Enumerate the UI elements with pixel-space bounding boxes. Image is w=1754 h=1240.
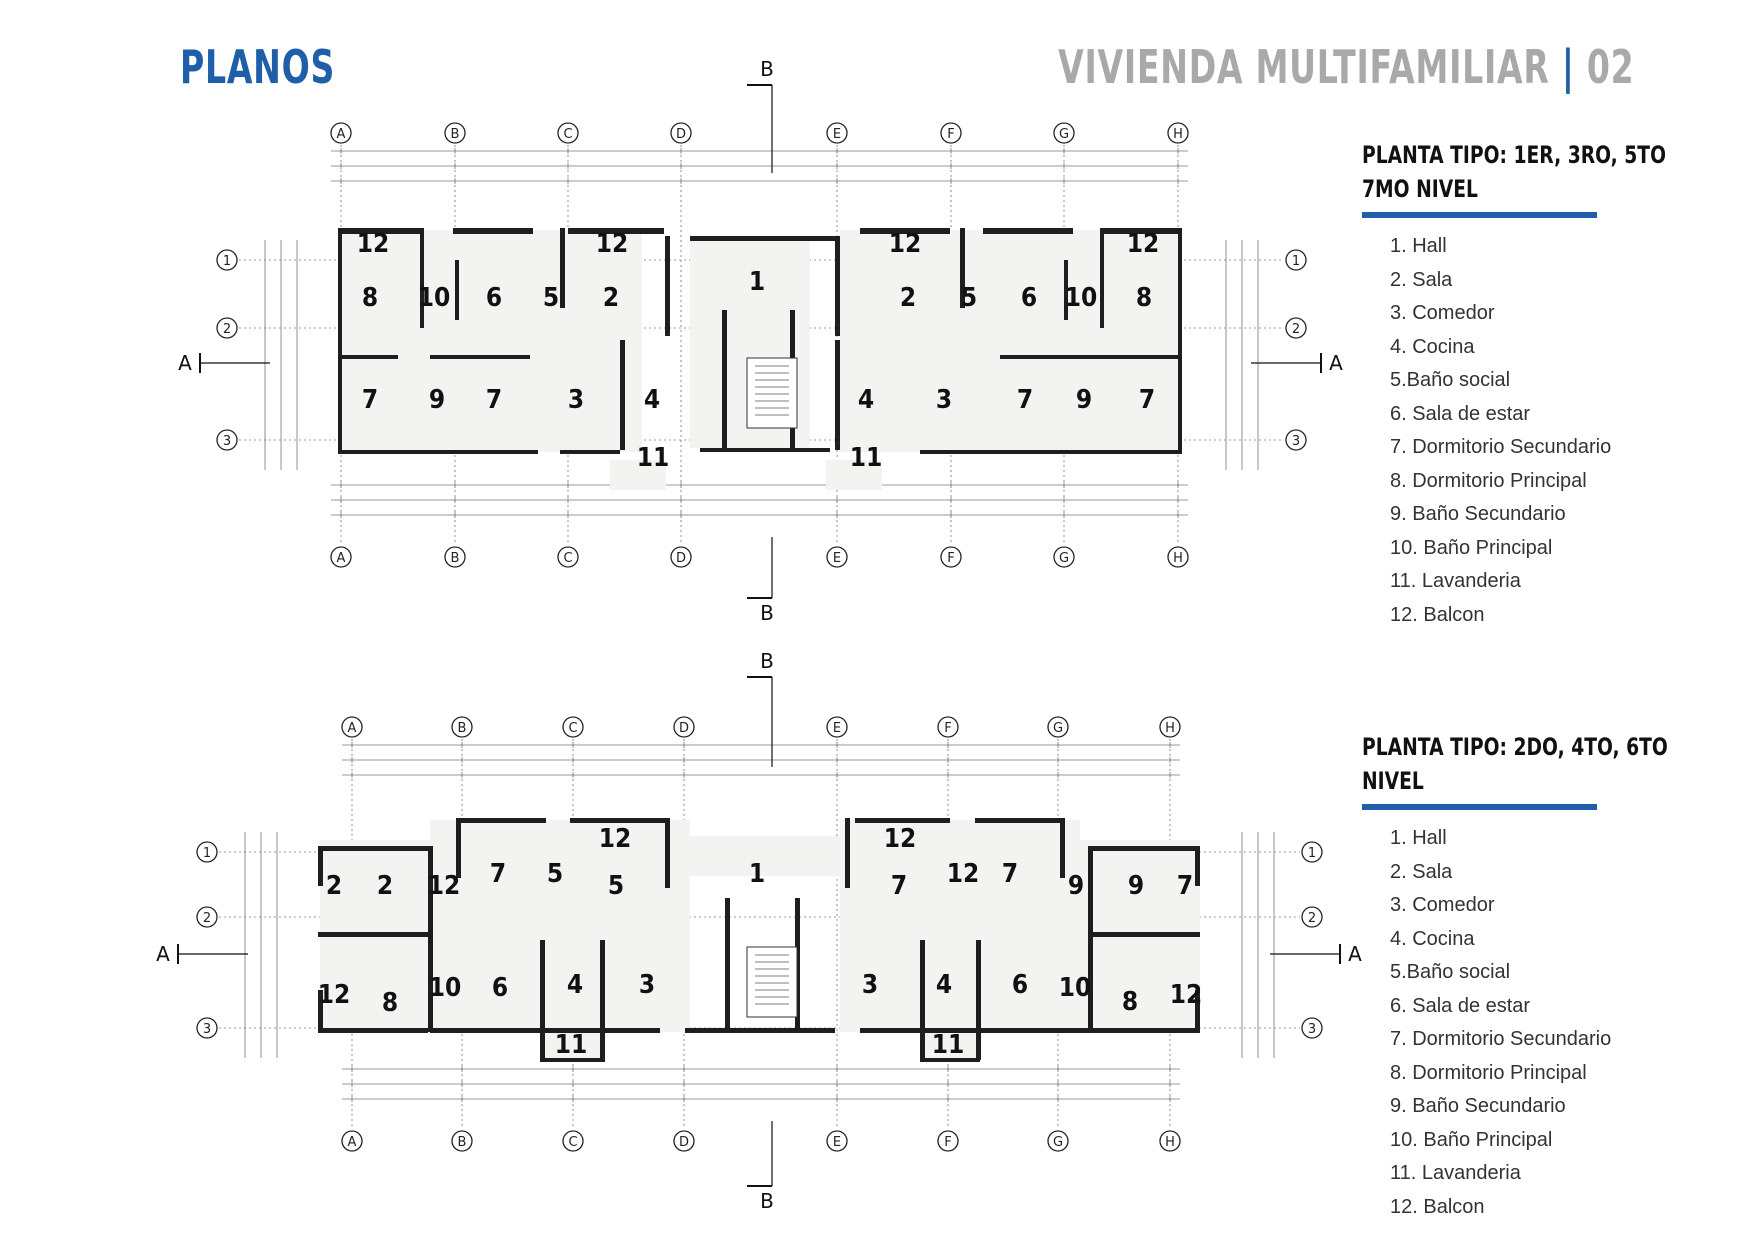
room-number: 12 — [427, 871, 461, 901]
wall — [453, 228, 533, 234]
wall — [860, 1028, 1090, 1033]
wall — [1060, 818, 1065, 878]
legend-item: 3. Comedor — [1390, 894, 1495, 916]
axis-label: 1 — [1307, 846, 1317, 861]
section-label: B — [760, 649, 774, 673]
axis-label: 1 — [222, 254, 232, 269]
room-number: 3 — [935, 385, 953, 415]
axis-label: G — [1058, 127, 1070, 142]
axis-label: 1 — [202, 846, 212, 861]
legend-item: 11. Lavanderia — [1390, 570, 1521, 592]
wall — [1000, 355, 1180, 359]
wall — [455, 260, 459, 320]
wall — [1090, 1028, 1200, 1033]
legend-item: 8. Dormitorio Principal — [1390, 1061, 1587, 1084]
room-number: 12 — [1169, 980, 1203, 1010]
axis-label: 3 — [1291, 434, 1301, 449]
axis-label: H — [1173, 127, 1183, 142]
legend-item: 2. Sala — [1390, 860, 1453, 883]
room-number: 2 — [602, 283, 620, 313]
wall — [1090, 846, 1200, 851]
room-number: 6 — [491, 973, 509, 1003]
room-number: 5 — [960, 283, 978, 313]
legend-item: 5.Baño social — [1390, 961, 1511, 983]
legend-item: 2. Sala — [1390, 268, 1453, 291]
wall — [975, 818, 1060, 823]
room-number: 5 — [542, 283, 560, 313]
room-number: 12 — [946, 859, 980, 889]
wall — [835, 340, 840, 450]
wall — [560, 228, 565, 308]
axis-label: F — [947, 551, 955, 566]
legend-item: 9. Baño Secundario — [1390, 503, 1566, 525]
wall — [560, 450, 620, 454]
wall — [318, 1028, 428, 1033]
room-fill — [840, 230, 1180, 452]
room-number: 11 — [849, 443, 883, 473]
axis-label: D — [675, 127, 687, 142]
wall — [620, 340, 625, 450]
axis-label: 3 — [1307, 1022, 1317, 1037]
legend-item: 9. Baño Secundario — [1390, 1095, 1566, 1117]
legend-heading-line1: PLANTA TIPO: 1ER, 3RO, 5TO — [1362, 141, 1666, 169]
room-number: 12 — [883, 824, 917, 854]
room-fill — [342, 230, 642, 452]
room-number: 6 — [1020, 283, 1038, 313]
room-number: 5 — [546, 859, 564, 889]
room-number: 9 — [428, 385, 446, 415]
room-number: 7 — [361, 385, 379, 415]
room-number: 4 — [935, 970, 953, 1000]
room-number: 8 — [1135, 283, 1153, 313]
wall — [690, 236, 840, 241]
room-number: 7 — [485, 385, 503, 415]
axis-label: A — [347, 1135, 357, 1150]
legend-item: 6. Sala de estar — [1390, 994, 1531, 1017]
wall — [1195, 846, 1200, 886]
title-separator: | — [1561, 40, 1575, 94]
room-number: 10 — [428, 973, 462, 1003]
wall — [920, 450, 1182, 454]
axis-label: A — [347, 721, 357, 736]
axis-label: B — [450, 551, 460, 566]
section-label: B — [760, 1189, 774, 1213]
legend-item: 7. Dormitorio Secundario — [1390, 436, 1612, 458]
wall — [835, 236, 840, 336]
wall — [456, 818, 546, 823]
axis-label: F — [944, 1135, 952, 1150]
wall — [1100, 228, 1104, 328]
stair — [747, 947, 797, 1017]
axis-label: E — [832, 1135, 842, 1150]
legend-heading-line2: NIVEL — [1362, 767, 1424, 795]
section-label: B — [760, 601, 774, 625]
wall — [722, 310, 727, 450]
axis-label: 2 — [1291, 322, 1301, 337]
section-label: A — [156, 942, 170, 966]
wall — [420, 228, 424, 328]
wall — [855, 818, 950, 823]
room-fill — [427, 820, 690, 1032]
project-name: VIVIENDA MULTIFAMILIAR — [1057, 40, 1550, 94]
axis-label: C — [568, 1135, 578, 1150]
room-number: 12 — [888, 229, 922, 259]
room-number: 7 — [1176, 871, 1194, 901]
axis-label: G — [1058, 551, 1070, 566]
axis-label: E — [832, 721, 842, 736]
room-number: 4 — [643, 385, 661, 415]
axis-label: B — [457, 1135, 467, 1150]
plan-2 — [156, 649, 1362, 1213]
axis-label: D — [675, 551, 687, 566]
legend-item: 7. Dormitorio Secundario — [1390, 1028, 1612, 1050]
legend-item: 4. Cocina — [1390, 927, 1475, 950]
wall — [983, 228, 1073, 234]
axis-label: D — [678, 1135, 690, 1150]
legend-item: 5.Baño social — [1390, 369, 1511, 391]
axis-label: E — [832, 127, 842, 142]
legend-item: 1. Hall — [1390, 235, 1447, 257]
axis-label: B — [457, 721, 467, 736]
axis-label: 3 — [202, 1022, 212, 1037]
wall — [338, 450, 538, 454]
room-number: 9 — [1075, 385, 1093, 415]
legend-item: 3. Comedor — [1390, 302, 1495, 324]
legend-item: 10. Baño Principal — [1390, 1128, 1553, 1151]
stair — [747, 358, 797, 428]
wall — [665, 818, 670, 888]
room-number: 12 — [356, 229, 390, 259]
room-number: 7 — [1016, 385, 1034, 415]
room-number: 12 — [595, 229, 629, 259]
room-number: 11 — [931, 1030, 965, 1060]
wall — [338, 228, 342, 454]
legend-item: 1. Hall — [1390, 827, 1447, 849]
legend-item: 6. Sala de estar — [1390, 402, 1531, 425]
room-number: 12 — [317, 980, 351, 1010]
axis-label: 1 — [1291, 254, 1301, 269]
room-number: 6 — [1011, 970, 1029, 1000]
axis-label: E — [832, 551, 842, 566]
wall — [338, 355, 398, 359]
wall — [318, 846, 323, 886]
room-number: 7 — [890, 871, 908, 901]
legend-heading-line2: 7MO NIVEL — [1362, 175, 1478, 203]
room-number: 9 — [1067, 871, 1085, 901]
wall — [600, 940, 605, 1060]
wall — [1088, 846, 1093, 1032]
axis-label: 2 — [1307, 911, 1317, 926]
legend-item: 4. Cocina — [1390, 335, 1475, 358]
room-number: 7 — [1001, 859, 1019, 889]
legend-heading-line1: PLANTA TIPO: 2DO, 4TO, 6TO — [1362, 733, 1668, 761]
wall — [318, 846, 428, 851]
wall — [725, 898, 730, 1033]
axis-label: 2 — [222, 322, 232, 337]
wall — [976, 940, 981, 1060]
axis-label: A — [336, 127, 346, 142]
section-label: A — [1329, 351, 1343, 375]
room-number: 10 — [1058, 973, 1092, 1003]
room-number: 2 — [376, 871, 394, 901]
wall — [570, 818, 665, 823]
wall — [318, 932, 428, 937]
room-number: 12 — [598, 824, 632, 854]
wall — [665, 236, 670, 336]
room-number: 12 — [1126, 229, 1160, 259]
axis-label: H — [1173, 551, 1183, 566]
room-number: 6 — [485, 283, 503, 313]
room-number: 7 — [1138, 385, 1156, 415]
wall — [430, 355, 530, 359]
room-number: 11 — [636, 443, 670, 473]
room-number: 4 — [566, 970, 584, 1000]
axis-label: F — [947, 127, 955, 142]
room-number: 11 — [554, 1030, 588, 1060]
room-number: 10 — [1064, 283, 1098, 313]
room-number: 8 — [361, 283, 379, 313]
room-number: 10 — [417, 283, 451, 313]
axis-label: 3 — [222, 434, 232, 449]
axis-label: B — [450, 127, 460, 142]
room-number: 1 — [748, 859, 766, 889]
axis-label: F — [944, 721, 952, 736]
room-number: 5 — [607, 871, 625, 901]
axis-label: C — [563, 127, 573, 142]
axis-label: D — [678, 721, 690, 736]
room-number: 3 — [567, 385, 585, 415]
axis-label: G — [1052, 721, 1064, 736]
wall — [1178, 228, 1182, 454]
legend-item: 10. Baño Principal — [1390, 536, 1553, 559]
room-number: 9 — [1127, 871, 1145, 901]
axis-label: H — [1165, 1135, 1175, 1150]
room-number: 2 — [325, 871, 343, 901]
room-number: 4 — [857, 385, 875, 415]
room-number: 7 — [489, 859, 507, 889]
axis-label: C — [563, 551, 573, 566]
wall — [540, 940, 545, 1060]
page-title: PLANOS — [180, 40, 336, 94]
axis-label: G — [1052, 1135, 1064, 1150]
legend-item: 12. Balcon — [1390, 603, 1485, 626]
legend-item: 12. Balcon — [1390, 1195, 1485, 1218]
room-number: 3 — [638, 970, 656, 1000]
legend-item: 8. Dormitorio Principal — [1390, 469, 1587, 492]
section-label: A — [178, 351, 192, 375]
page-number: 02 — [1586, 40, 1634, 94]
axis-label: C — [568, 721, 578, 736]
room-number: 1 — [748, 267, 766, 297]
axis-label: H — [1165, 721, 1175, 736]
wall — [920, 940, 925, 1060]
wall — [685, 1028, 835, 1033]
legend-item: 11. Lavanderia — [1390, 1162, 1521, 1184]
axis-label: 2 — [202, 911, 212, 926]
room-number: 2 — [899, 283, 917, 313]
room-number: 8 — [1121, 987, 1139, 1017]
wall — [456, 818, 461, 878]
plan-1 — [178, 57, 1343, 625]
room-number: 3 — [861, 970, 879, 1000]
section-label: A — [1348, 942, 1362, 966]
room-number: 8 — [381, 988, 399, 1018]
section-label: B — [760, 57, 774, 81]
wall — [700, 448, 830, 452]
wall — [845, 818, 850, 888]
wall — [1090, 932, 1200, 937]
axis-label: A — [336, 551, 346, 566]
room-fill — [840, 820, 1080, 1032]
